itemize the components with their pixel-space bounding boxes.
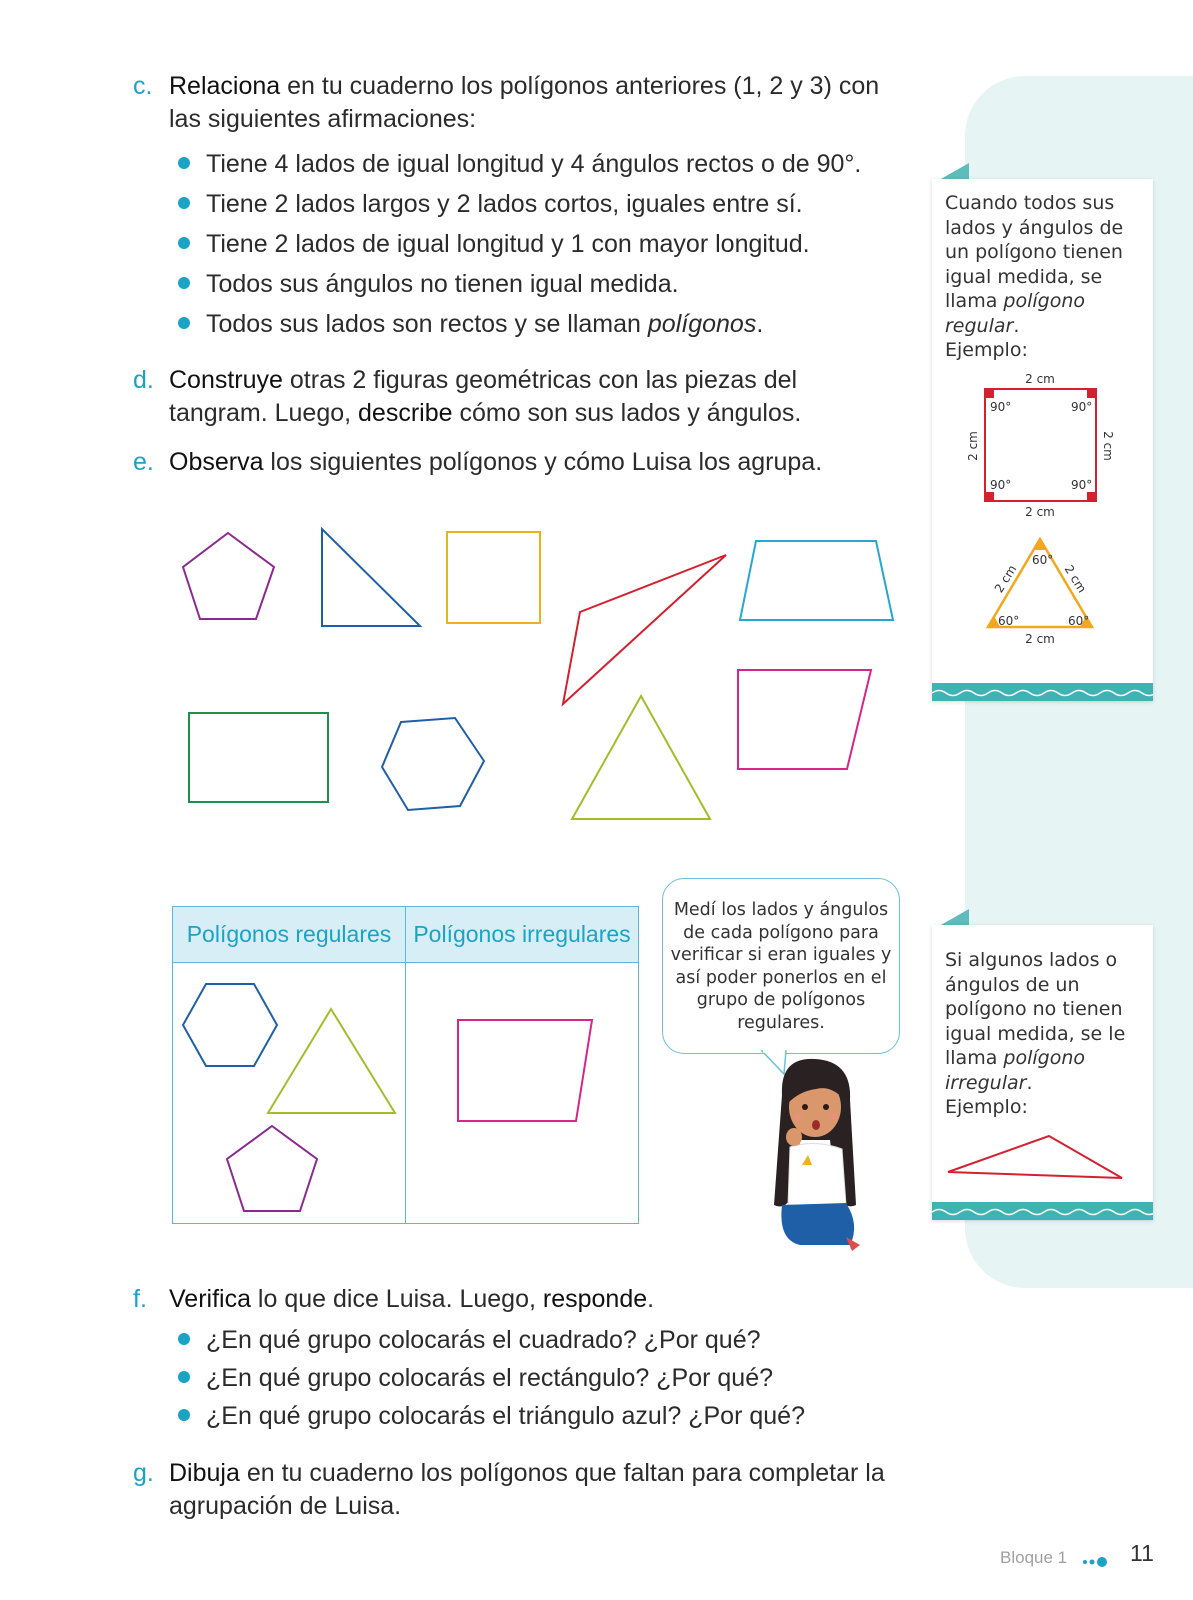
speech-text: Medí los lados y ángulos de cada polígono para verificar si eran iguales y así poder ponerlos en el grupo de polígonos regulares.	[670, 900, 892, 1033]
bullet-f-2	[178, 1362, 773, 1395]
triangle-bottom-label: 2 cm	[1025, 632, 1055, 646]
dots-icon	[1082, 1555, 1112, 1569]
item-text: los siguientes polígonos y cómo Luisa los agrupa.	[263, 448, 823, 476]
item-bold-verb: Verifica	[169, 1285, 251, 1313]
triangle-angle-label: 60°	[1068, 614, 1090, 628]
triangle-angle-label: 60°	[1032, 553, 1054, 567]
girl-illustration	[760, 1055, 880, 1265]
bullet-dot	[178, 1409, 190, 1421]
square-right-label: 2 cm	[1101, 431, 1115, 461]
bullet-text: Tiene 2 lados largos y 2 lados cortos, iguales entre sí.	[206, 190, 803, 218]
grouped-polygons	[0, 0, 660, 1230]
col-irregular-header: Polígonos irregulares	[406, 907, 639, 963]
item-bold-verb-2: responde	[542, 1285, 648, 1313]
wave-border	[932, 1202, 1153, 1220]
angle-mark	[985, 389, 994, 398]
grouped-magenta-trapezium	[458, 1020, 592, 1121]
bullet-dot	[178, 1333, 190, 1345]
square-angle-label: 90°	[1071, 478, 1093, 492]
triangle-angle-label: 60°	[998, 614, 1020, 628]
item-letter: d.	[133, 366, 154, 394]
item-text: otras 2 figuras geométricas con las piezas del tangram. Luego,	[169, 366, 798, 427]
square-left-label: 2 cm	[966, 431, 980, 461]
square-angle-label: 90°	[990, 400, 1012, 414]
regular-examples	[932, 369, 1153, 669]
item-g	[133, 1457, 913, 1523]
note-text-end: .	[1013, 314, 1020, 337]
triangle-right-label: 2 cm	[1061, 562, 1090, 596]
bullet-text: ¿En qué grupo colocarás el rectángulo? ¿Por qué?	[206, 1364, 774, 1392]
triangle-left-label: 2 cm	[991, 562, 1020, 596]
grouped-blue-hexagon	[183, 984, 277, 1066]
page-number: 11	[1130, 1540, 1154, 1566]
bullet-text: ¿En qué grupo colocarás el cuadrado? ¿Por qué?	[206, 1326, 761, 1354]
note-tab	[939, 163, 969, 180]
regular-polygon-note	[932, 179, 1153, 701]
item-text: en tu cuaderno los polígonos que faltan para completar la agrupación de Luisa.	[169, 1459, 885, 1520]
note-emphasis: polígono irregular	[945, 1047, 1086, 1094]
block-label: Bloque 1	[1000, 1548, 1068, 1567]
note-text: Si algunos lados o ángulos de un polígono no tienen igual medida, se le llama	[945, 949, 1126, 1069]
angle-mark	[985, 492, 994, 501]
grouped-purple-pentagon	[227, 1126, 317, 1211]
note-emphasis: polígono regular	[945, 290, 1086, 337]
note-example-label: Ejemplo:	[945, 339, 1028, 361]
item-text: en tu cuaderno los polígonos anteriores (1, 2 y 3) con las siguientes afirmaciones:	[169, 72, 880, 133]
bullet-text: Tiene 2 lados de igual longitud y 1 con mayor longitud.	[206, 230, 810, 258]
bullet-f-3	[178, 1400, 805, 1433]
bullet-text: Tiene 4 lados de igual longitud y 4 ángulos rectos o de 90°.	[206, 150, 862, 178]
bullet-text: Todos sus lados son rectos y se llaman	[206, 310, 648, 338]
item-bold-verb: Dibuja	[169, 1459, 240, 1487]
note-tab	[939, 909, 969, 926]
bullet-text: ¿En qué grupo colocarás el triángulo azul? ¿Por qué?	[206, 1402, 805, 1430]
square-top-label: 2 cm	[1025, 372, 1055, 386]
item-letter: c.	[133, 72, 153, 100]
cyan-trapezoid	[740, 541, 893, 620]
note-example-label: Ejemplo:	[945, 1096, 1028, 1118]
item-letter: f.	[133, 1285, 147, 1313]
item-bold-verb: Construye	[169, 366, 283, 394]
square-angle-label: 90°	[990, 478, 1012, 492]
bullet-dot	[178, 1371, 190, 1383]
bullet-text: Todos sus ángulos no tienen igual medida.	[206, 270, 679, 298]
item-text-end: cómo son sus lados y ángulos.	[452, 399, 802, 427]
item-f	[133, 1283, 893, 1316]
wave-border	[932, 683, 1153, 701]
bullet-text-end: .	[756, 310, 764, 338]
grouped-olive-triangle	[268, 1009, 395, 1113]
angle-mark	[1087, 389, 1096, 398]
bullet-emphasis: polígonos	[647, 310, 757, 338]
magenta-trapezium	[738, 670, 871, 769]
item-text: lo que dice Luisa. Luego,	[250, 1285, 543, 1313]
irregular-polygon-note	[932, 925, 1153, 1220]
item-letter: g.	[133, 1459, 154, 1487]
item-text-end: .	[647, 1285, 655, 1313]
col-regular-header: Polígonos regulares	[173, 907, 406, 963]
item-bold-verb: Observa	[169, 448, 264, 476]
bullet-f-1	[178, 1324, 761, 1357]
item-bold-verb-2: describe	[358, 399, 453, 427]
square-bottom-label: 2 cm	[1025, 505, 1055, 519]
irregular-example	[932, 1130, 1153, 1190]
item-letter: e.	[133, 448, 154, 476]
square-angle-label: 90°	[1071, 400, 1093, 414]
example-obtuse-triangle	[948, 1136, 1122, 1178]
angle-mark	[1087, 492, 1096, 501]
item-bold-verb: Relaciona	[169, 72, 281, 100]
note-text-end: .	[1026, 1071, 1033, 1094]
note-text: Cuando todos sus lados y ángulos de un polígono tienen igual medida, se llama	[945, 192, 1124, 312]
